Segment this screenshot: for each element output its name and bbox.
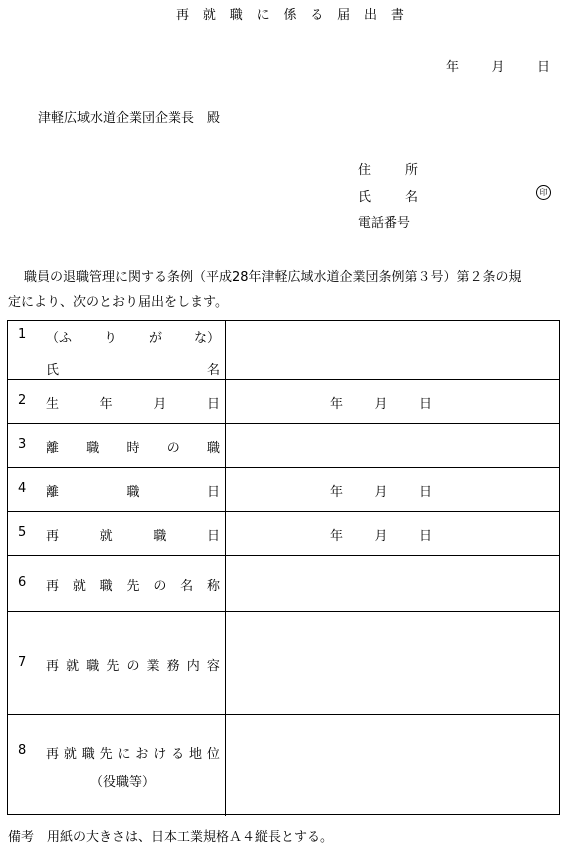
char: 先 bbox=[106, 659, 120, 674]
date-field[interactable] bbox=[330, 525, 432, 544]
char: 位 bbox=[206, 747, 220, 762]
name-label bbox=[358, 186, 418, 205]
row-label bbox=[46, 743, 220, 762]
char: 職 bbox=[229, 8, 243, 23]
char: 就 bbox=[63, 747, 77, 762]
row-label bbox=[46, 327, 220, 346]
row-label-cell bbox=[8, 715, 226, 816]
row-number: 8 bbox=[18, 743, 27, 758]
char: 年 bbox=[330, 485, 344, 500]
char: 氏 bbox=[46, 363, 60, 378]
char: 務 bbox=[166, 659, 180, 674]
char: 離 bbox=[46, 441, 60, 456]
char: （ふ bbox=[46, 331, 73, 346]
char: 地 bbox=[189, 747, 203, 762]
date-field[interactable] bbox=[330, 481, 432, 500]
address-label bbox=[358, 159, 418, 178]
char: 時 bbox=[126, 441, 140, 456]
seal-mark: 印 bbox=[536, 185, 551, 200]
char: る bbox=[171, 747, 185, 762]
row-label-cell bbox=[8, 321, 226, 379]
char: 名 bbox=[404, 190, 418, 205]
char: 年 bbox=[99, 397, 113, 412]
char: 日 bbox=[418, 485, 432, 500]
row-number: 1 bbox=[18, 327, 27, 342]
row-number: 5 bbox=[18, 525, 27, 540]
row-number: 4 bbox=[18, 481, 27, 496]
char: 先 bbox=[99, 747, 113, 762]
char: 再 bbox=[46, 579, 60, 594]
char: け bbox=[153, 747, 167, 762]
row-label bbox=[46, 655, 220, 674]
char: 出 bbox=[364, 8, 378, 23]
char: 就 bbox=[72, 579, 86, 594]
char: 離 bbox=[46, 485, 60, 500]
submission-date bbox=[446, 56, 550, 75]
char: 日 bbox=[206, 529, 220, 544]
row-label-cell bbox=[8, 380, 226, 423]
char: の bbox=[166, 441, 180, 456]
char: 日 bbox=[206, 485, 220, 500]
table-row bbox=[8, 467, 559, 511]
char: 月 bbox=[374, 485, 388, 500]
form-table bbox=[7, 320, 560, 815]
row-label-secondary bbox=[46, 359, 220, 378]
date-field[interactable] bbox=[330, 393, 432, 412]
char: り bbox=[103, 331, 117, 346]
char: 名 bbox=[180, 579, 194, 594]
body-paragraph-line1: 職員の退職管理に関する条例（平成28年津軽広域水道企業団条例第３号）第２条の規 bbox=[24, 270, 522, 285]
table-row bbox=[8, 714, 559, 816]
row-number: 3 bbox=[18, 437, 27, 452]
row-label bbox=[46, 393, 220, 412]
table-row bbox=[8, 511, 559, 555]
char: 再 bbox=[46, 747, 60, 762]
row-label bbox=[46, 481, 220, 500]
char: 年 bbox=[330, 397, 344, 412]
remarks-note: 備考 用紙の大きさは、日本工業規格Ａ４縦長とする。 bbox=[8, 830, 334, 845]
char: に bbox=[117, 747, 131, 762]
char: る bbox=[310, 8, 324, 23]
row-label-cell bbox=[8, 612, 226, 714]
char: 就 bbox=[66, 659, 80, 674]
char: 内 bbox=[186, 659, 200, 674]
char: 職 bbox=[86, 659, 100, 674]
char: 称 bbox=[206, 579, 220, 594]
char: 職 bbox=[153, 529, 167, 544]
row-label bbox=[46, 525, 220, 544]
char: な） bbox=[193, 331, 220, 346]
char: 容 bbox=[206, 659, 220, 674]
row-label-cell bbox=[8, 424, 226, 467]
char: 月 bbox=[374, 529, 388, 544]
char: 再 bbox=[46, 659, 60, 674]
char: に bbox=[256, 8, 270, 23]
char: 月 bbox=[153, 397, 167, 412]
row-label bbox=[46, 437, 220, 456]
char: の bbox=[126, 659, 140, 674]
row-label-cell bbox=[8, 512, 226, 555]
phone-label: 電話番号 bbox=[358, 216, 411, 231]
char: 日 bbox=[418, 397, 432, 412]
row-label bbox=[46, 575, 220, 594]
row-label-sub: （役職等） bbox=[90, 775, 156, 790]
char: 再 bbox=[176, 8, 190, 23]
char: 月 bbox=[491, 60, 505, 75]
char: お bbox=[135, 747, 149, 762]
char: 日 bbox=[536, 60, 550, 75]
table-row bbox=[8, 611, 559, 714]
char: 住 bbox=[358, 163, 372, 178]
char: 再 bbox=[46, 529, 60, 544]
row-number: 2 bbox=[18, 393, 27, 408]
char: 年 bbox=[446, 60, 460, 75]
page-title bbox=[176, 4, 404, 23]
char: 氏 bbox=[358, 190, 372, 205]
body-paragraph-line2: 定により、次のとおり届出をします。 bbox=[8, 295, 228, 310]
char: 職 bbox=[86, 441, 100, 456]
char: の bbox=[153, 579, 167, 594]
char: 書 bbox=[390, 8, 404, 23]
table-row bbox=[8, 321, 559, 379]
table-row bbox=[8, 379, 559, 423]
char: 業 bbox=[146, 659, 160, 674]
char: 職 bbox=[81, 747, 95, 762]
row-number: 6 bbox=[18, 575, 27, 590]
char: 職 bbox=[99, 579, 113, 594]
row-label-cell bbox=[8, 556, 226, 611]
char: 先 bbox=[126, 579, 140, 594]
char: 名 bbox=[206, 363, 220, 378]
char: が bbox=[148, 331, 162, 346]
char: 係 bbox=[283, 8, 297, 23]
table-row bbox=[8, 423, 559, 467]
addressee: 津軽広域水道企業団企業長 殿 bbox=[38, 111, 221, 126]
row-number: 7 bbox=[18, 655, 27, 670]
char: 就 bbox=[99, 529, 113, 544]
char: 年 bbox=[330, 529, 344, 544]
char: 職 bbox=[206, 441, 220, 456]
char: 就 bbox=[202, 8, 216, 23]
char: 職 bbox=[126, 485, 140, 500]
char: 生 bbox=[46, 397, 60, 412]
char: 月 bbox=[374, 397, 388, 412]
char: 所 bbox=[404, 163, 418, 178]
row-label-cell bbox=[8, 468, 226, 511]
char: 日 bbox=[418, 529, 432, 544]
char: 届 bbox=[337, 8, 351, 23]
char: 日 bbox=[206, 397, 220, 412]
table-row bbox=[8, 555, 559, 611]
